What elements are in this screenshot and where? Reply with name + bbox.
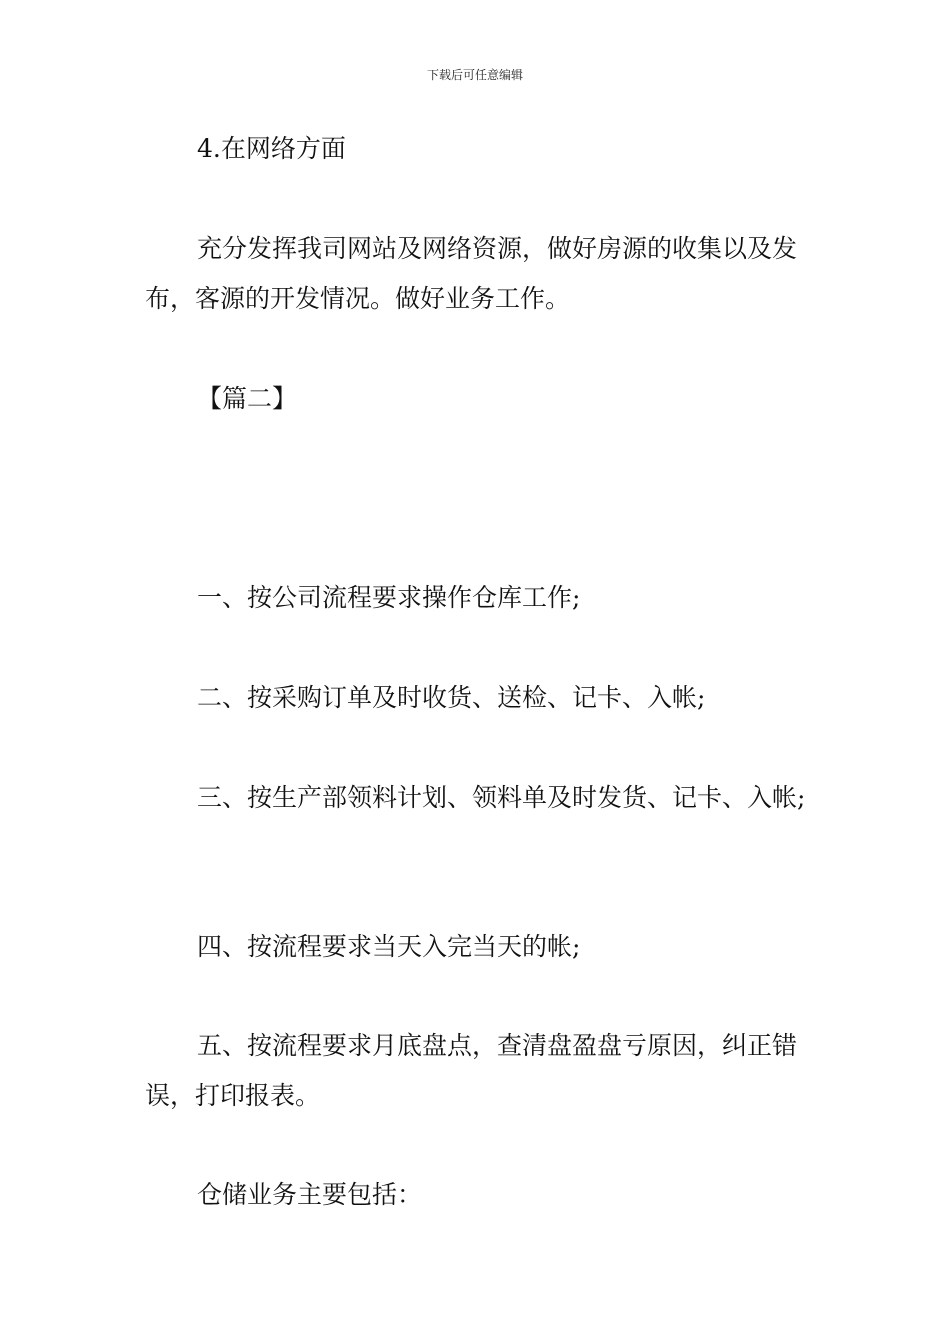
paragraph-network-heading: 4.在网络方面 (197, 134, 346, 163)
header-note: 下载后可任意编辑 (426, 68, 523, 82)
paragraph-item-4: 四、按流程要求当天入完当天的帐; (197, 932, 581, 961)
section-heading-part-two: 【篇二】 (197, 384, 298, 413)
paragraph-item-5: 五、按流程要求月底盘点，查清盘盈盘亏原因，纠正错误，打印报表。 (145, 1031, 798, 1110)
paragraph-item-2: 二、按采购订单及时收货、送检、记卡、入帐; (197, 683, 706, 712)
paragraph-network-body: 充分发挥我司网站及网络资源，做好房源的收集以及发布，客源的开发情况。做好业务工作。 (145, 234, 798, 313)
paragraph-storage-intro: 仓储业务主要包括： (197, 1180, 423, 1209)
paragraph-item-1: 一、按公司流程要求操作仓库工作; (197, 583, 581, 612)
paragraph-item-3: 三、按生产部领料计划、领料单及时发货、记卡、入帐; (197, 783, 806, 812)
